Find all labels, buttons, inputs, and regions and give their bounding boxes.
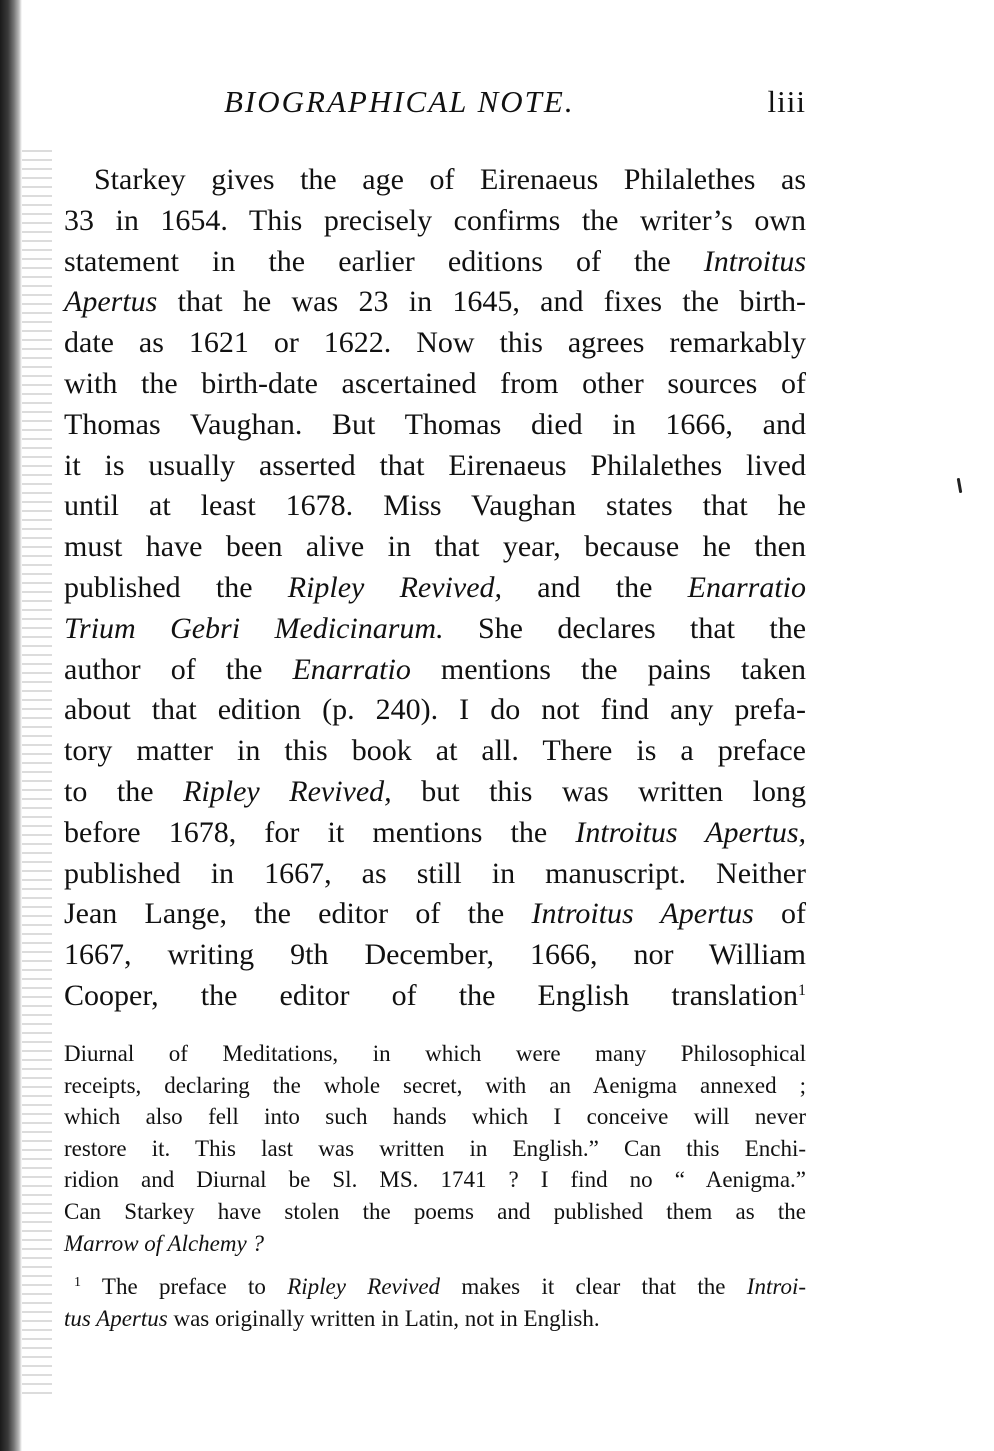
text-line: 33 in 1654. This precisely confirms the writer’s own <box>64 203 806 237</box>
text-line: to the Ripley Revived, but this was written long <box>64 774 807 808</box>
text-line: published the Ripley Revived, and the Enarratio <box>64 570 806 604</box>
footnote-line: receipts, declaring the whole secret, with an Aenigma annexed ; <box>64 1072 806 1098</box>
text-line: 1667, writing 9th December, 1666, nor William <box>64 938 806 972</box>
text-line: statement in the earlier editions of the Introitus <box>64 244 807 278</box>
footnote-line: Can Starkey have stolen the poems and published them as the <box>64 1198 806 1224</box>
text-line: author of the Enarratio mentions the pains taken <box>64 652 807 686</box>
main-text <box>64 160 806 1017</box>
text-line: must have been alive in that year, because he then <box>64 530 806 564</box>
text-line: about that edition (p. 240). I do not find any prefa- <box>64 693 806 727</box>
footnote-line: ridion and Diurnal be Sl. MS. 1741 ? I find no “ Aenigma.” <box>64 1167 806 1193</box>
text-line: before 1678, for it mentions the Introitus Apertus, <box>64 815 806 849</box>
text-line: Trium Gebri Medicinarum. She declares that the <box>64 611 807 645</box>
text-line: until at least 1678. Miss Vaughan states that he <box>64 489 806 523</box>
ink-speck <box>957 478 963 493</box>
text-line: Apertus that he was 23 in 1645, and fixes the birth- <box>64 285 806 319</box>
footnote-line: Diurnal of Meditations, in which were many Philosophical <box>64 1041 806 1066</box>
footnote-line: $^1$ The preface to Ripley Revived makes it clear that the Introi- <box>74 1274 806 1300</box>
text-line: it is usually asserted that Eirenaeus Philalethes lived <box>64 448 806 482</box>
text-line: Jean Lange, the editor of the Introitus Apertus of <box>64 897 807 931</box>
footnote-line: restore it. This last was written in English.” Can this Enchi- <box>64 1135 806 1161</box>
text-line: Starkey gives the age of Eirenaeus Philalethes as <box>94 163 806 196</box>
page-binding-edge <box>0 0 22 1451</box>
footnote-number: 1 <box>74 1275 81 1291</box>
text-line: with the birth-date ascertained from other sources of <box>64 366 806 400</box>
running-header <box>64 84 806 128</box>
footnotes <box>64 1038 806 1334</box>
page-number: liii <box>767 84 806 119</box>
footnote-line: Marrow of Alchemy ? <box>64 1230 264 1256</box>
footnote-line: which also fell into such hands which I conceive will never <box>64 1104 806 1130</box>
text-line: tory matter in this book at all. There is a preface <box>64 734 806 768</box>
running-title: BIOGRAPHICAL NOTE. <box>224 84 575 119</box>
text-line: published in 1667, as still in manuscript. Neither <box>64 856 806 890</box>
footnote-marker: 1 <box>798 981 806 999</box>
text-line: Thomas Vaughan. But Thomas died in 1666, and <box>64 407 806 441</box>
footnote-line: tus Apertus was originally written in Latin, not in English. <box>64 1305 600 1331</box>
text-line: date as 1621 or 1622. Now this agrees remarkably <box>64 326 806 360</box>
text-line: Cooper, the editor of the English translation$^1$ <box>64 978 806 1012</box>
